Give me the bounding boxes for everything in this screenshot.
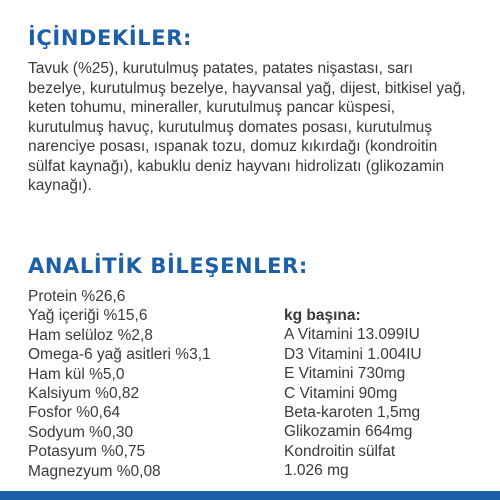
analytic-item-calcium: Kalsiyum %0,82 [28,385,140,403]
analytic-constituents-title: ANALİTİK BİLEŞENLER: [28,254,308,278]
analytic-item-protein: Protein %26,6 [28,288,126,305]
per-kg-item-vitamin-d3: D3 Vitamini 1.004IU [284,345,422,363]
per-kg-item-chondroitin-value: 1.026 mg [284,462,349,480]
analytic-left-list [28,287,211,481]
per-kg-item-glucosamine: Glikozamin 664mg [284,423,413,441]
per-kg-item-beta-carotene: Beta-karoten 1,5mg [284,404,421,422]
per-kg-item-vitamin-a: A Vitamini 13.099IU [284,326,420,344]
analytic-item-sodium: Sodyum %0,30 [28,423,134,441]
analytic-item-crude-ash: Ham kül %5,0 [28,365,125,383]
analytic-item-potassium: Potasyum %0,75 [28,443,146,461]
analytic-item-crude-fibre: Ham selüloz %2,8 [28,326,153,344]
ingredients-title: İÇİNDEKİLER: [28,26,192,50]
analytic-item-fat: Yağ içeriği %15,6 [28,307,148,325]
per-kg-item-chondroitin-label: Kondroitin sülfat [284,442,396,460]
bottom-accent-bar [0,491,500,500]
per-kg-list [284,306,422,481]
per-kg-item-vitamin-c: C Vitamini 90mg [284,384,398,402]
per-kg-heading: kg başına: [284,307,361,324]
analytic-item-phosphorus: Fosfor %0,64 [28,404,121,422]
ingredients-text: Tavuk (%25), kurutulmuş patates, patates nişastası, sarı bezelye, kurutulmuş bezelye, hayvansal yağ, dijest, bitkisel yağ, keten tohumu, mineraller, kurutulmuş pancar küspesi, kurutulmuş havuç, kurutulmuş domates posası, kurutulmuş narenciye posası, ıspanak tozu, domuz kıkırdağı (kondroitin sülfat kaynağı), kabuklu deniz hayvanı hidrolizatı (glikozamin kaynağı). [28,60,466,194]
analytic-item-omega6: Omega-6 yağ asitleri %3,1 [28,346,211,364]
per-kg-item-vitamin-e: E Vitamini 730mg [284,365,406,383]
analytic-item-magnesium: Magnezyum %0,08 [28,462,161,480]
